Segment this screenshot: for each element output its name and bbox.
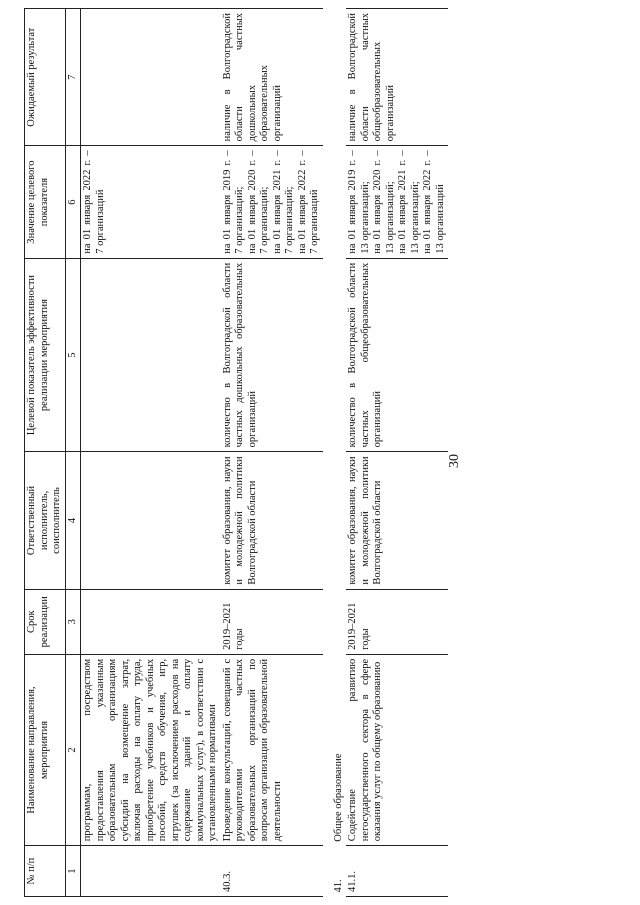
column-number: 4 xyxy=(65,452,81,589)
column-number-row xyxy=(65,9,81,897)
row-number xyxy=(81,846,221,897)
row-number: 40.3. xyxy=(221,846,323,897)
measure-name: Проведение консультаций, совещаний с руководителями частных образовательных организаций по вопросам организации образовательной деятельности xyxy=(221,654,323,845)
indicator-values xyxy=(346,146,448,258)
measure-term: 2019–2021 годы xyxy=(346,589,448,654)
indicator-value: на 01 января 2020 г. – 7 организаций; xyxy=(246,150,270,254)
column-number: 2 xyxy=(65,654,81,845)
header-result: Ожидаемый результат xyxy=(25,9,66,146)
measure-executor: комитет образования, науки и молодежной политики Волгоградской области xyxy=(346,452,448,589)
section-number: 41. xyxy=(332,879,344,893)
table-row xyxy=(346,9,448,897)
column-number: 1 xyxy=(65,846,81,897)
indicator-value: на 01 января 2019 г. – 7 организаций; xyxy=(221,150,245,254)
column-number: 3 xyxy=(65,589,81,654)
column-number: 6 xyxy=(65,146,81,258)
measure-executor xyxy=(81,452,221,589)
header-indicator: Целевой показатель эффективности реализации мероприятия xyxy=(25,258,66,452)
table-row xyxy=(81,9,221,897)
indicator-value: на 01 января 2021 г. – 7 организаций; xyxy=(271,150,295,254)
header-executor: Ответственный исполнитель, соисполнитель xyxy=(25,452,66,589)
indicator-values xyxy=(221,146,323,258)
section-title: Общее образование xyxy=(332,753,344,842)
column-number: 5 xyxy=(65,258,81,452)
indicator-value: на 01 января 2019 г. – 13 организаций; xyxy=(347,150,371,254)
column-number: 7 xyxy=(65,9,81,146)
page-number: 30 xyxy=(447,454,462,468)
measure-executor: комитет образования, науки и молодежной политики Волгоградской области xyxy=(221,452,323,589)
measure-indicator: количество в Волгоградской области частных общеобразовательных организаций xyxy=(346,258,448,452)
indicator-value: на 01 января 2020 г. – 13 организаций; xyxy=(372,150,396,254)
indicator-value: на 01 января 2021 г. – 13 организаций; xyxy=(397,150,421,254)
table-header-row xyxy=(25,9,66,897)
measure-term: 2019–2021 годы xyxy=(221,589,323,654)
header-number: № п/п xyxy=(25,846,66,897)
expected-result: наличие в Волгоградской области частных дошкольных образовательных организаций xyxy=(221,9,323,146)
measure-term xyxy=(81,589,221,654)
measure-indicator xyxy=(81,258,221,452)
indicator-values xyxy=(81,146,221,258)
measure-name: Содействие развитию негосударственного сектора в сфере оказания услуг по общему образованию xyxy=(346,654,448,845)
measures-table xyxy=(24,8,448,897)
indicator-value: на 01 января 2022 г. – 7 организаций xyxy=(82,150,106,254)
indicator-value: на 01 января 2022 г. – 7 организаций xyxy=(296,150,320,254)
measure-indicator: количество в Волгоградской области частных дошкольных образовательных организаций xyxy=(221,258,323,452)
table-row xyxy=(221,9,323,897)
indicator-value: на 01 января 2022 г. – 13 организаций xyxy=(422,150,446,254)
header-value: Значение целевого показателя xyxy=(25,146,66,258)
header-term: Срок реализации xyxy=(25,589,66,654)
measure-name: программам, посредством предоставления указанным образовательным организациям субсидий на возмещение затрат, включая расходы на оплату труда, приобретение учебников и учебных пособий, средств обучения, игр, игрушек (за исключением расходов на содержание зданий и оплату коммунальных услуг), в соответствии с установленными нормативами xyxy=(81,654,221,845)
expected-result xyxy=(81,9,221,146)
header-name: Наименование направления, мероприятия xyxy=(25,654,66,845)
expected-result: наличие в Волгоградской области частных общеобразовательных организаций xyxy=(346,9,448,146)
row-number: 41.1. xyxy=(346,846,448,897)
section-row xyxy=(323,9,347,897)
